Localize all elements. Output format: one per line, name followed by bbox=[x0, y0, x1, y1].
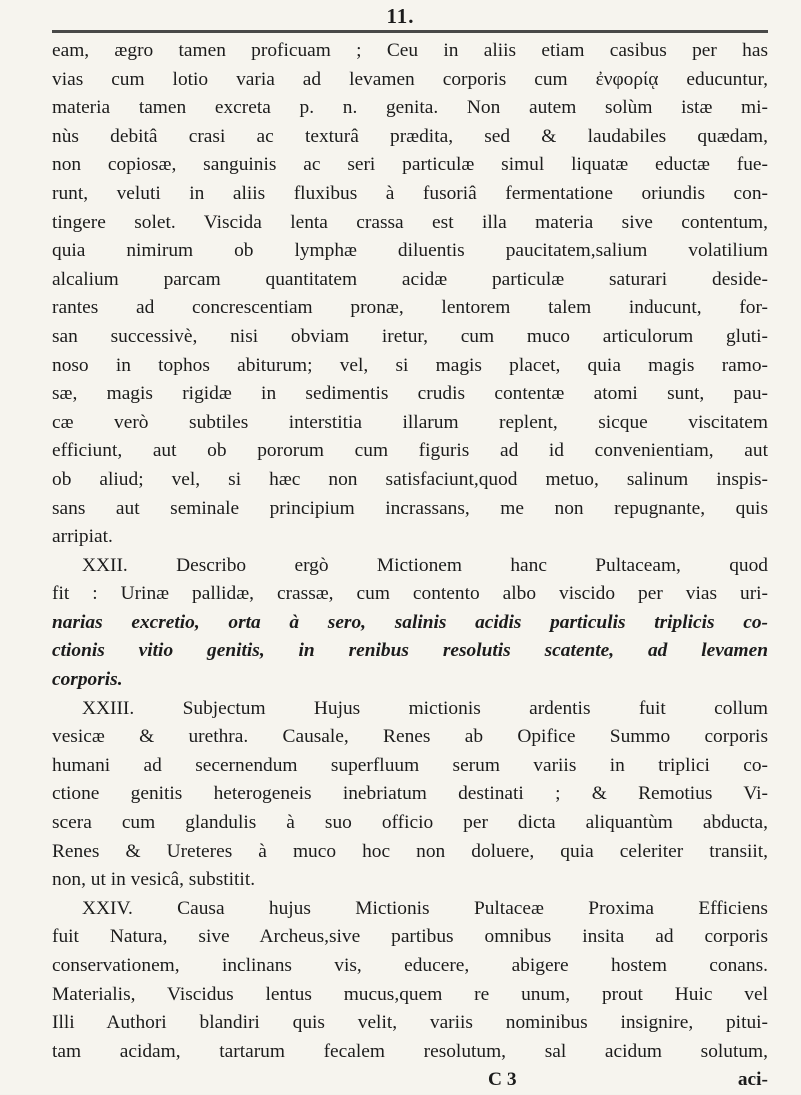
text-line bbox=[52, 666, 768, 695]
section-line bbox=[52, 695, 768, 724]
text-fragment: Subjectum Hujus mictionis ardentis fuit collum bbox=[182, 697, 768, 719]
text-line: noso in tophos abiturum; vel, si magis placet, quia magis ramo- bbox=[52, 354, 768, 376]
text-line: Materialis, Viscidus lentus mucus,quem re unum, prout Huic vel bbox=[52, 983, 768, 1005]
text-line: rantes ad concrescentiam pronæ, lentorem talem inducunt, for- bbox=[52, 297, 768, 319]
body-text bbox=[52, 37, 768, 1095]
text-line: non, ut in vesicâ, substitit. bbox=[52, 869, 256, 891]
text-line: arripiat. bbox=[52, 526, 113, 548]
text-line: alcalium parcam quantitatem acidæ particulæ saturari deside- bbox=[52, 268, 768, 290]
text-line: non copiosæ, sanguinis ac seri particulæ simul liquatæ eductæ fue- bbox=[52, 154, 768, 176]
text-line: cæ verò subtiles interstitia illarum replent, sicque viscitatem bbox=[52, 411, 768, 433]
text-line bbox=[52, 609, 768, 638]
text-line: eam, ægro tamen proficuam ; Ceu in aliis etiam casibus per has bbox=[52, 40, 768, 61]
text-line: Illi Authori blandiri quis velit, variis nominibus insignire, pitui- bbox=[52, 1012, 768, 1034]
text-line: sans aut seminale principium incrassans, me non repugnante, quis bbox=[52, 497, 768, 519]
text-fragment: Describo ergò Mictionem hanc Pultaceam, quod bbox=[176, 554, 768, 576]
page-footer bbox=[52, 1066, 768, 1095]
text-line: Renes & Ureteres à muco hoc non doluere, quia celeriter transiit, bbox=[52, 840, 768, 862]
section-line bbox=[52, 552, 768, 581]
text-line: sæ, magis rigidæ in sedimentis crudis contentæ atomi sunt, pau- bbox=[52, 383, 768, 405]
signature-mark: C 3 bbox=[488, 1069, 517, 1091]
text-fragment: fit : Urinæ pallidæ, crassæ, cum contento albo viscido per vias uri- bbox=[52, 583, 768, 605]
text-line: humani ad secernendum superfluum serum variis in triplici co- bbox=[52, 754, 768, 776]
text-line bbox=[52, 580, 768, 609]
text-line: san successivè, nisi obviam iretur, cum muco articulorum gluti- bbox=[52, 325, 768, 347]
section-line bbox=[52, 895, 768, 924]
section-number: XXIII. bbox=[82, 697, 135, 719]
text-line: ob aliud; vel, si hæc non satisfaciunt,quod metuo, salinum inspis- bbox=[52, 468, 768, 490]
text-line: materia tamen excreta p. n. genita. Non autem solùm istæ mi- bbox=[52, 97, 768, 119]
text-line: tingere solet. Viscida lenta crassa est illa materia sive contentum, bbox=[52, 211, 768, 233]
text-line: tam acidam, tartarum fecalem resolutum, sal acidum solutum, bbox=[52, 1040, 768, 1062]
text-line: vesicæ & urethra. Causale, Renes ab Opifice Summo corporis bbox=[52, 726, 768, 748]
text-fragment: Causa hujus Mictionis Pultaceæ Proxima Efficiens bbox=[177, 897, 768, 919]
italic-fragment: corporis. bbox=[52, 669, 123, 691]
page-number: 11. bbox=[386, 4, 415, 28]
text-line: runt, veluti in aliis fluxibus à fusoriâ fermentatione oriundis con- bbox=[52, 182, 768, 204]
italic-fragment: narias excretio, orta à sero, salinis acidis particulis triplicis co- bbox=[52, 611, 768, 633]
text-line: conservationem, inclinans vis, educere, abigere hostem conans. bbox=[52, 955, 768, 976]
text-line: quia nimirum ob lymphæ diluentis paucitatem,salium volatilium bbox=[52, 240, 768, 262]
text-line: vias cum lotio varia ad levamen corporis cum ἐνφορίᾳ educuntur, bbox=[52, 68, 768, 90]
text-line: scera cum glandulis à suo officio per dicta aliquantùm abducta, bbox=[52, 812, 768, 834]
catchword: aci- bbox=[737, 1069, 768, 1091]
text-line: ctione genitis heterogeneis inebriatum destinati ; & Remotius Vi- bbox=[52, 783, 768, 805]
italic-fragment: ctionis vitio genitis, in renibus resolutis scatente, ad levamen bbox=[52, 640, 768, 662]
section-number: XXIV. bbox=[82, 897, 133, 919]
header-rule bbox=[52, 30, 768, 33]
text-line bbox=[52, 637, 768, 666]
section-number: XXII. bbox=[82, 554, 128, 576]
text-line: fuit Natura, sive Archeus,sive partibus omnibus insita ad corporis bbox=[52, 926, 768, 948]
text-line: efficiunt, aut ob pororum cum figuris ad id convenientiam, aut bbox=[52, 440, 768, 462]
text-line: nùs debitâ crasi ac texturâ prædita, sed & laudabiles quædam, bbox=[52, 125, 768, 147]
